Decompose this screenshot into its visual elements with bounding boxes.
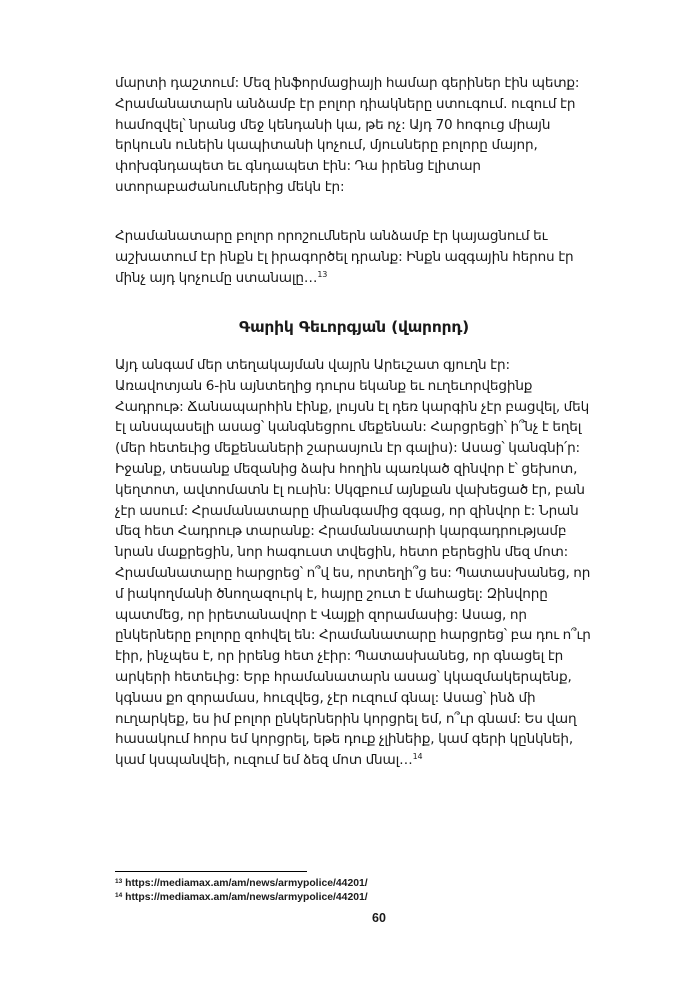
footnote-13[interactable] [115, 877, 368, 891]
footnote-ref-14[interactable]: 14 [412, 752, 423, 762]
paragraph-3 [115, 355, 593, 771]
footnote-number: 13 [115, 878, 123, 885]
footnote-14[interactable] [115, 891, 368, 905]
paragraph-2-text: Հրամանատարը բոլոր որոշումներն անձամբ էր կայացնում եւ աշխատում էր ինքն էլ իրագործել դրանք: Ինքն ազգային հերոս էր մինչ այդ կոչումը ստանալը… [115, 228, 574, 286]
footnote-divider [115, 871, 307, 872]
page-number: 60 [372, 911, 386, 925]
paragraph-1-text: մարտի դաշտում: Մեզ ինֆորմացիայի համար գերիներ էին պետք: Հրամանատարն անձամբ էր բոլոր դիակները ստուգում. ուզում էր համոզվել՝ նրանց մեջ կենդանի կա, թե ոչ: Այդ 70 հոգուց միայն երկուսն ունեին կապիտանի կոչում, մյուսները բոլորը մայոր, փոխգնդապետ եւ գնդապետ էին: Դա իրենց էլիտար ստորաբաժանումներից մեկն էր: [115, 75, 580, 195]
footnote-link[interactable]: https://mediamax.am/am/news/armypolice/44201/ [122, 892, 368, 903]
paragraph-1 [115, 73, 593, 198]
footnote-link[interactable]: https://mediamax.am/am/news/armypolice/44201/ [122, 878, 368, 889]
footnote-ref-13[interactable]: 13 [317, 269, 328, 279]
footnotes [115, 877, 368, 905]
section-heading: Գարիկ Գեւորգյան (վարորդ) [238, 318, 469, 336]
paragraph-3-text: Այդ անգամ մեր տեղակայման վայրն Արեւշատ գյուղն էր: Առավոտյան 6-ին այնտեղից դուրս եկանք եւ ուղեւորվեցինք Հադրութ: Ճանապարհին էինք, լույսն էլ դեռ կարգին չէր բացվել, մեկ էլ անսպասելի ասաց՝ կանգնեցրու մեքենան: Հարցրեցի՝ ի՞նչ է եղել (մեր հետեւից մեքենաների շարասյուն էր գալիս): Ասաց՝ կանգնի՛ր: Իջանք, տեսանք մեզանից ձախ հողին պառկած զինվոր է՝ ցեխոտ, կեղտոտ, ավտոմատն էլ ուսին: Սկզբում այնքան վախեցած էր, բան չէր ասում: Հրամանատարը միանգամից զգաց, որ զինվոր է: Նրան մեզ հետ Հադրութ տարանք: Հրամանատարի կարգադրությամբ նրան մաքրեցին, նոր հագուստ տվեցին, հետո բերեցին մեզ մոտ: Հրամանատարը հարցրեց՝ ո՞վ ես, որտեղի՞ց ես: Պատասխանեց, որ մ իակողմանի ծնողազուրկ է, հայրը շուտ է մահացել: Զինվորը պատմեց, որ իրետանավոր է Վայքի զորամասից: Ասաց, որ ընկերները բոլորը զոհվել են: Հրամանատարը հարցրեց՝ բա դու ո՞ւր էիր, ինչպես է, որ իրենց հետ չէիր: Պատասխանեց, որ գնացել էր արկերի հետեւից: Երբ հրամանատարն ասաց՝ կկազմակերպենք, կգնաս քո զորամաս, հուզվեց, չէր ուզում գնալ: Ասաց՝ ինձ մի ուղարկեք, ես իմ բոլոր ընկերներին կորցրել եմ, ո՞ւր գնամ: Ես վաղ հասակում հորս եմ կորցրել, եթե դուք չլինեիք, կամ գերի կընկնեի, կամ կսպանվեի, ուզում եմ ձեզ մոտ մնալ… [115, 357, 591, 769]
paragraph-2 [115, 226, 593, 288]
footnote-number: 14 [115, 892, 123, 899]
